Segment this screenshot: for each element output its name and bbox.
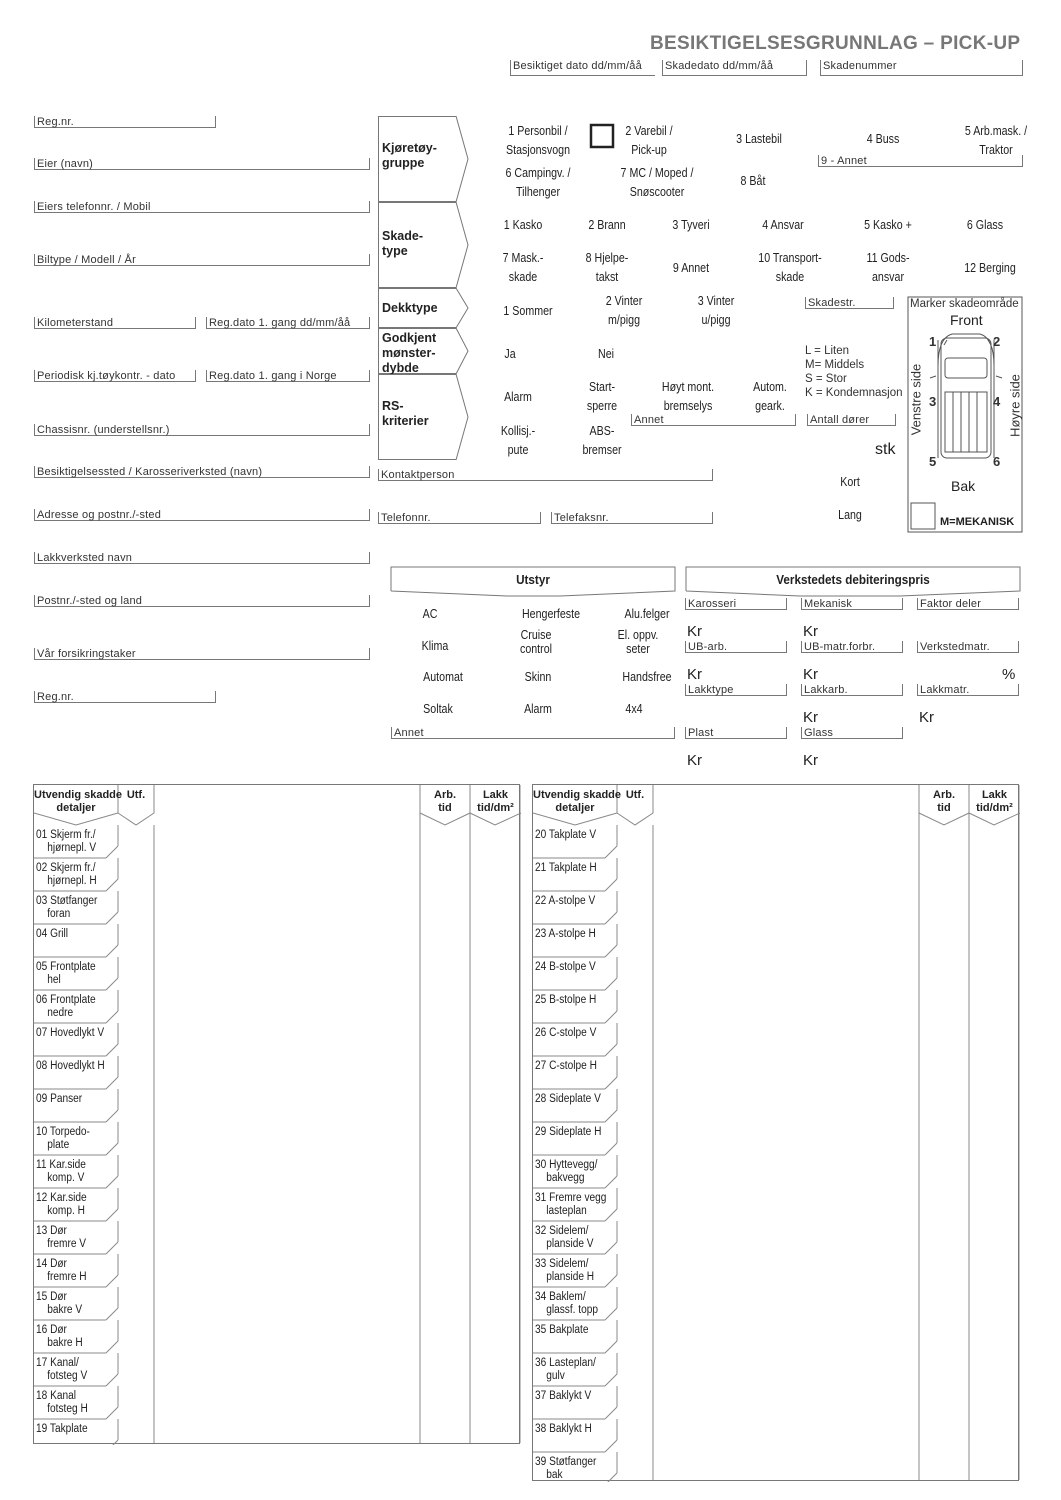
right-row-11[interactable]: 30 Hyttevegg/ bakvegg [535, 1159, 598, 1184]
km-label: Kilometerstand [37, 317, 114, 329]
right-row-1[interactable]: 20 Takplate V [535, 829, 597, 841]
left-row-chev-5 [106, 1011, 118, 1023]
checkbox-pickup [591, 125, 613, 147]
skade-level-k: K = Kondemnasjon [805, 387, 903, 399]
rs-annet-label: Annet [634, 414, 664, 426]
kjoretoy-annet-label: 9 - Annet [821, 155, 867, 167]
rs-startsperre[interactable]: Start- sperre [586, 379, 618, 413]
right-row-8[interactable]: 27 C-stolpe H [535, 1060, 597, 1072]
verkstedmatr-label: Verkstedmatr. [920, 641, 990, 653]
right-row-10[interactable]: 29 Sideplate H [535, 1126, 602, 1138]
utstyr-skinn[interactable]: Skinn [524, 669, 552, 684]
left-table-grid [34, 785, 521, 1445]
eier-label: Eier (navn) [37, 158, 93, 170]
left-row-chev-15 [106, 1341, 118, 1353]
telefonnr-field[interactable] [378, 512, 541, 524]
telefaksnr-label: Telefaksnr. [554, 512, 609, 524]
right-row-16[interactable]: 35 Bakplate [535, 1324, 589, 1336]
right-row-chev-18 [605, 1440, 617, 1452]
right-row-chev-1 [605, 879, 617, 891]
left-row-chev-10 [106, 1176, 118, 1188]
left-row-chev-12 [106, 1242, 118, 1254]
plast-label: Plast [688, 727, 714, 739]
right-row-6[interactable]: 25 B-stolpe H [535, 994, 597, 1006]
postnr-label: Postnr./-sted og land [37, 595, 143, 607]
left-header-arb: Arb. tid [434, 789, 456, 814]
utstyr-automat[interactable]: Automat [423, 669, 463, 684]
left-row-chev-7 [106, 1077, 118, 1089]
kontaktperson-field[interactable] [378, 469, 713, 481]
utstyr-4x4[interactable]: 4x4 [625, 701, 643, 716]
rs-alarm[interactable]: Alarm [504, 389, 532, 404]
kjoretoy-option-4[interactable]: 4 Buss [866, 131, 900, 146]
regnr2-label: Reg.nr. [37, 691, 74, 703]
utstyr-hengerfeste[interactable]: Hengerfeste [521, 606, 581, 621]
kjoretoy-option-3[interactable]: 3 Lastebil [736, 131, 782, 146]
utstyr-klima[interactable]: Klima [421, 638, 449, 653]
venstre-side-label: Venstre side [908, 363, 924, 436]
utstyr-title: Utstyr [516, 572, 550, 587]
left-row-chev-6 [106, 1044, 118, 1056]
rs-abs[interactable]: ABS- bremser [582, 423, 622, 457]
regdato-label: Reg.dato 1. gang dd/mm/åå [209, 317, 351, 329]
left-row-13[interactable]: 13 Dør fremre V [36, 1225, 87, 1250]
kjoretoy-option-7[interactable]: 7 MC / Moped / Snøscooter [620, 165, 694, 199]
skade-option-8[interactable]: 8 Hjelpe- takst [585, 250, 629, 284]
skade-option-9[interactable]: 9 Annet [672, 260, 710, 275]
kr-lakkarb: Kr [803, 709, 818, 726]
right-header-utf: Utf. [625, 789, 645, 801]
right-row-chev-2 [605, 912, 617, 924]
left-row-4[interactable]: 04 Grill [36, 928, 69, 940]
skade-option-12[interactable]: 12 Berging [964, 260, 1016, 275]
skadestr-field[interactable] [805, 297, 894, 309]
rs-kriterier-label: RS- kriterier [382, 399, 429, 428]
left-row-15[interactable]: 15 Dør bakre V [36, 1291, 83, 1316]
right-row-chev-8 [605, 1110, 617, 1122]
left-row-chev-0 [106, 846, 118, 858]
kjoretoy-option-1[interactable]: 1 Personbil / Stasjonsvogn [505, 123, 571, 157]
left-row-chev-14 [106, 1308, 118, 1320]
dekk-option-2[interactable]: 2 Vinter m/pigg [605, 293, 643, 327]
left-row-chev-16 [106, 1374, 118, 1386]
right-row-chev-11 [605, 1209, 617, 1221]
left-row-6[interactable]: 06 Frontplate nedre [36, 994, 96, 1019]
right-row-5[interactable]: 24 B-stolpe V [535, 961, 596, 973]
left-header-detaljer: Utvendig skadde detaljer [34, 789, 123, 814]
area-3[interactable]: 3 [929, 394, 937, 409]
area-1[interactable]: 1 [929, 334, 937, 349]
skadenummer-label: Skadenummer [823, 60, 897, 72]
utstyr-annet-label: Annet [394, 727, 424, 739]
left-row-3[interactable]: 03 Støtfanger foran [36, 895, 98, 920]
utstyr-alufelger[interactable]: Alu.felger [624, 606, 670, 621]
telefaksnr-field[interactable] [551, 512, 713, 524]
left-row-chev-4 [106, 978, 118, 990]
forsikringstaker-label: Vår forsikringstaker [37, 648, 136, 660]
debitering-title: Verkstedets debiteringspris [776, 572, 930, 587]
right-row-chev-4 [605, 978, 617, 990]
lakkarb-field[interactable] [801, 684, 903, 696]
lakkmatr-field[interactable] [917, 684, 1019, 696]
left-header-lakk: Lakk tid/dm² [477, 789, 514, 814]
right-row-chev-16 [605, 1374, 617, 1386]
skade-option-10[interactable]: 10 Transport- skade [758, 250, 822, 284]
right-row-chev-0 [605, 846, 617, 858]
kr-mekanisk: Kr [803, 623, 818, 640]
left-row-2[interactable]: 02 Skjerm fr./ hjørnepl. H [36, 862, 97, 887]
lakktype-field[interactable] [685, 684, 787, 696]
left-row-chev-13 [106, 1275, 118, 1287]
skade-option-7[interactable]: 7 Mask.- skade [502, 250, 544, 284]
skade-option-6[interactable]: 6 Glass [966, 217, 1004, 232]
right-header-detaljer: Utvendig skadde detaljer [533, 789, 622, 814]
karosseri-label: Karosseri [688, 598, 737, 610]
left-row-12[interactable]: 12 Kar.side komp. H [36, 1192, 87, 1217]
left-row-chev-18 [106, 1440, 118, 1445]
mekanisk-field[interactable] [801, 598, 903, 610]
biltype-label: Biltype / Modell / År [37, 254, 136, 266]
hoyre-side-label: Høyre side [1007, 374, 1023, 437]
skadedato-label: Skadedato dd/mm/åå [665, 60, 774, 72]
right-row-chev-14 [605, 1308, 617, 1320]
godkjent-label: Godkjent mønster- dybde [382, 331, 437, 375]
kontaktperson-label: Kontaktperson [381, 469, 455, 481]
skade-option-2[interactable]: 2 Brann [588, 217, 626, 232]
kjoretoy-option-5[interactable]: 5 Arb.mask. / Traktor [964, 123, 1028, 157]
glass-label: Glass [804, 727, 834, 739]
utstyr-cruise[interactable]: Cruise control [519, 627, 553, 656]
kr-plast: Kr [687, 752, 702, 769]
telefonnr-label: Telefonnr. [381, 512, 431, 524]
right-row-12[interactable]: 31 Fremre vegg lasteplan [535, 1192, 607, 1217]
skade-option-11[interactable]: 11 Gods- ansvar [866, 250, 910, 284]
skade-option-5[interactable]: 5 Kasko + [864, 217, 912, 232]
area-6[interactable]: 6 [993, 454, 1001, 469]
left-row-chev-2 [106, 912, 118, 924]
kjoretoy-annet-field[interactable] [818, 155, 1023, 167]
left-row-chev-11 [106, 1209, 118, 1221]
left-row-16[interactable]: 16 Dør bakre H [36, 1324, 83, 1349]
right-row-2[interactable]: 21 Takplate H [535, 862, 597, 874]
utstyr-eloppv[interactable]: El. oppv. seter [617, 627, 659, 656]
skadetype-label: Skade- type [382, 229, 423, 258]
lang-option[interactable]: Lang [838, 507, 862, 522]
left-header-utf: Utf. [126, 789, 146, 801]
rs-geark[interactable]: Autom. geark. [753, 379, 787, 413]
right-row-3[interactable]: 22 A-stolpe V [535, 895, 596, 907]
left-row-8[interactable]: 08 Hovedlykt H [36, 1060, 105, 1072]
left-row-chev-17 [106, 1407, 118, 1419]
right-row-chev-19 [605, 1473, 617, 1482]
right-table-grid [533, 785, 1020, 1482]
utstyr-handsfree[interactable]: Handsfree [622, 669, 672, 684]
utstyr-soltak[interactable]: Soltak [423, 701, 453, 716]
rs-kollisjonspute[interactable]: Kollisj.- pute [500, 423, 536, 457]
dekk-option-3[interactable]: 3 Vinter u/pigg [697, 293, 735, 327]
left-row-chev-9 [106, 1143, 118, 1155]
right-damage-table [532, 784, 1019, 1481]
right-header-arb: Arb. tid [933, 789, 955, 814]
faktor-deler-field[interactable] [917, 598, 1019, 610]
left-row-14[interactable]: 14 Dør fremre H [36, 1258, 87, 1283]
lakkverksted-label: Lakkverksted navn [37, 552, 133, 564]
dekktype-label: Dekktype [382, 301, 438, 315]
godkjent-nei[interactable]: Nei [597, 346, 614, 361]
right-row-chev-9 [605, 1143, 617, 1155]
right-row-chev-15 [605, 1341, 617, 1353]
karosseri-field[interactable] [685, 598, 787, 610]
ubmatr-field[interactable] [801, 641, 903, 653]
besiktigelsessted-label: Besiktigelsessted / Karosseriverksted (navn) [37, 466, 263, 478]
right-row-chev-17 [605, 1407, 617, 1419]
left-row-11[interactable]: 11 Kar.side komp. V [36, 1159, 86, 1184]
kr-ubarb: Kr [687, 666, 702, 683]
right-header-lakk: Lakk tid/dm² [976, 789, 1013, 814]
left-row-17[interactable]: 17 Kanal/ fotsteg V [36, 1357, 88, 1382]
rs-bremselys[interactable]: Høyt mont. bremselys [661, 379, 715, 413]
utstyr-ac[interactable]: AC [422, 606, 438, 621]
kr-karosseri: Kr [687, 623, 702, 640]
right-row-chev-3 [605, 945, 617, 957]
left-row-9[interactable]: 09 Panser [36, 1093, 83, 1105]
area-2[interactable]: 2 [993, 334, 1001, 349]
right-row-17[interactable]: 36 Lasteplan/ gulv [535, 1357, 596, 1382]
periodisk-label: Periodisk kj.tøykontr. - dato [37, 370, 176, 382]
left-row-1[interactable]: 01 Skjerm fr./ hjørnepl. V [36, 829, 97, 854]
left-row-5[interactable]: 05 Frontplate hel [36, 961, 96, 986]
mekanisk-label: Mekanisk [804, 598, 853, 610]
left-row-chev-1 [106, 879, 118, 891]
kjoretoygruppe-label: Kjøretøy- gruppe [382, 141, 437, 170]
right-row-chev-6 [605, 1044, 617, 1056]
right-row-chev-7 [605, 1077, 617, 1089]
mekanisk-checkbox[interactable]: M=MEKANISK [940, 516, 1015, 528]
right-row-13[interactable]: 32 Sidelem/ planside V [535, 1225, 594, 1250]
percent-verkstedmatr: % [1002, 666, 1016, 683]
skade-option-4[interactable]: 4 Ansvar [762, 217, 804, 232]
utstyr-alarm[interactable]: Alarm [524, 701, 552, 716]
skade-level-m: M= Middels [805, 359, 865, 371]
skade-level-l: L = Liten [805, 345, 850, 357]
stk-label: stk [875, 441, 896, 458]
left-damage-table [33, 784, 520, 1444]
page-title: BESIKTIGELSESGRUNNLAG – PICK-UP [650, 33, 1021, 54]
lakkarb-label: Lakkarb. [804, 684, 848, 696]
right-row-7[interactable]: 26 C-stolpe V [535, 1027, 597, 1039]
adresse-label: Adresse og postnr./-sted [37, 509, 162, 521]
kr-glass: Kr [803, 752, 818, 769]
godkjent-ja[interactable]: Ja [504, 346, 516, 361]
kr-lakkmatr: Kr [919, 709, 934, 726]
skade-option-3[interactable]: 3 Tyveri [672, 217, 710, 232]
kjoretoy-option-6[interactable]: 6 Campingv. / Tilhenger [505, 165, 571, 199]
lakktype-label: Lakktype [688, 684, 734, 696]
area-4[interactable]: 4 [993, 394, 1001, 409]
right-row-9[interactable]: 28 Sideplate V [535, 1093, 601, 1105]
chassis-label: Chassisnr. (understellsnr.) [37, 424, 170, 436]
skade-level-s: S = Stor [805, 373, 847, 385]
right-row-chev-10 [605, 1176, 617, 1188]
left-row-chev-8 [106, 1110, 118, 1122]
right-row-chev-13 [605, 1275, 617, 1287]
ubmatr-label: UB-matr.forbr. [804, 641, 876, 653]
left-row-10[interactable]: 10 Torpedo- plate [36, 1126, 90, 1151]
right-row-20[interactable]: 39 Støtfanger bak [535, 1456, 597, 1481]
dekk-option-1[interactable]: 1 Sommer [503, 303, 553, 318]
plast-field[interactable] [685, 727, 787, 739]
kjoretoy-option-8[interactable]: 8 Båt [740, 173, 766, 188]
ubarb-label: UB-arb. [688, 641, 728, 653]
left-row-7[interactable]: 07 Hovedlykt V [36, 1027, 105, 1039]
bak-label: Bak [951, 478, 976, 494]
kr-ubmatr: Kr [803, 666, 818, 683]
antall-dorer-field[interactable] [807, 414, 896, 426]
skadestr-label: Skadestr. [808, 297, 856, 309]
right-row-15[interactable]: 34 Baklem/ glassf. topp [535, 1291, 599, 1316]
front-label: Front [950, 312, 983, 328]
right-row-19[interactable]: 38 Baklykt H [535, 1423, 592, 1435]
marker-skadeomrade-label: Marker skadeområde [910, 298, 1019, 310]
right-row-4[interactable]: 23 A-stolpe H [535, 928, 596, 940]
glass-field[interactable] [801, 727, 903, 739]
right-row-chev-12 [605, 1242, 617, 1254]
faktor-deler-label: Faktor deler [920, 598, 982, 610]
left-row-chev-3 [106, 945, 118, 957]
ubarb-field[interactable] [685, 641, 787, 653]
left-row-19[interactable]: 19 Takplate [36, 1423, 88, 1435]
kort-option[interactable]: Kort [840, 474, 860, 489]
area-5[interactable]: 5 [929, 454, 937, 469]
antall-dorer-label: Antall dører [810, 414, 870, 426]
car-diagram-lines [908, 297, 1022, 532]
right-row-14[interactable]: 33 Sidelem/ planside H [535, 1258, 595, 1283]
left-row-18[interactable]: 18 Kanal fotsteg H [36, 1390, 88, 1415]
regnr-label: Reg.nr. [37, 116, 74, 128]
kjoretoy-option-2[interactable]: 2 Varebil / Pick-up [625, 123, 673, 157]
regnorge-label: Reg.dato 1. gang i Norge [209, 370, 337, 382]
besiktiget-dato-label: Besiktiget dato dd/mm/åå [513, 60, 642, 72]
right-row-18[interactable]: 37 Baklykt V [535, 1390, 592, 1402]
lakkmatr-label: Lakkmatr. [920, 684, 970, 696]
utstyr-annet-field[interactable] [391, 727, 675, 739]
skade-option-1[interactable]: 1 Kasko [503, 217, 543, 232]
telefon-label: Eiers telefonnr. / Mobil [37, 201, 151, 213]
right-row-chev-5 [605, 1011, 617, 1023]
verkstedmatr-field[interactable] [917, 641, 1019, 653]
rs-annet-field[interactable] [631, 414, 796, 426]
